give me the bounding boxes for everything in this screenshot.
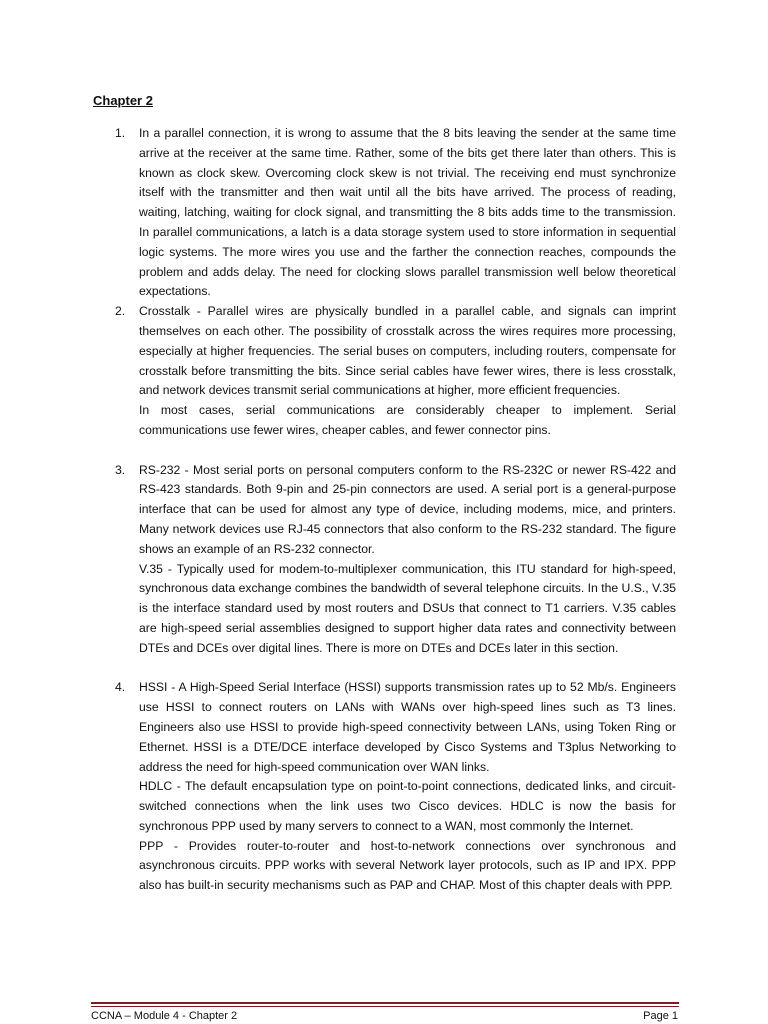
list-item — [115, 678, 676, 896]
chapter-heading: Chapter 2 — [93, 93, 153, 108]
item-paragraph: PPP - Provides router-to-router and host-to-network connections over synchronous and asynchronous circuits. PPP works with several Network layer protocols, such as IP and IPX. PPP also has built-in security mechanisms such as PAP and CHAP. Most of this chapter deals with PPP. — [139, 838, 676, 893]
item-paragraph: Crosstalk - Parallel wires are physically bundled in a parallel cable, and signals can imprint themselves on each other. The possibility of crosstalk across the wires requires more processing, especially at higher frequencies. The serial buses on computers, including routers, compensate for crosstalk before transmitting the bits. Since serial cables have fewer wires, there is less crosstalk, and network devices transmit serial communications at higher, more efficient frequencies. — [139, 304, 676, 398]
footer-rule — [91, 1002, 679, 1004]
item-paragraph: In most cases, serial communications are considerably cheaper to implement. Serial communications use fewer wires, cheaper cables, and fewer connector pins. — [139, 403, 676, 437]
item-paragraph: HSSI - A High-Speed Serial Interface (HSSI) supports transmission rates up to 52 Mb/s. Engineers use HSSI to connect routers on LANs with WANs over high-speed lines such as T3 lines. Engineers also use HSSI to provide high-speed connectivity between LANs, using Token Ring or Ethernet. HSSI is a DTE/DCE interface developed by Cisco Systems and T3plus Networking to address the need for high-speed communication over WAN links. — [139, 680, 676, 774]
spacer — [0, 441, 768, 461]
list-item — [115, 302, 676, 441]
numbered-list — [0, 124, 768, 896]
footer-rule — [91, 1006, 679, 1007]
item-paragraph: HDLC - The default encapsulation type on point-to-point connections, dedicated links, and circuit-switched connections when the link uses two Cisco devices. HDLC is now the basis for synchronous PPP used by many servers to connect to a WAN, most commonly the Internet. — [139, 779, 676, 833]
list-item — [115, 124, 676, 302]
spacer — [0, 659, 768, 679]
item-number: 3. — [115, 462, 126, 477]
item-paragraph: In a parallel connection, it is wrong to assume that the 8 bits leaving the sender at the same time arrive at the receiver at the same time. Rather, some of the bits get there later than others. This is known as clock skew. Overcoming clock skew is not trivial. The receiving end must synchronize itself with the transmitter and then wait until all the bits have arrived. The process of reading, waiting, latching, waiting for clock signal, and transmitting the 8 bits adds time to the transmission. In parallel communications, a latch is a data storage system used to store information in sequential logic systems. The more wires you use and the farther the connection reaches, compounds the problem and adds delay. The need for clocking slows parallel transmission well below theoretical expectations. — [139, 126, 676, 299]
list-item — [115, 461, 676, 659]
item-number: 4. — [115, 680, 126, 695]
item-number: 1. — [115, 126, 126, 140]
item-number: 2. — [115, 304, 126, 319]
page-number: Page 1 — [643, 1010, 678, 1022]
item-paragraph: RS-232 - Most serial ports on personal computers conform to the RS-232C or newer RS-422 and RS-423 standards. Both 9-pin and 25-pin connectors are used. A serial port is a general-purpose interface that can be used for almost any type of device, including modems, mice, and printers. Many network devices use RJ-45 connectors that also conform to the RS-232 standard. The figure shows an example of an RS-232 connector. — [139, 462, 676, 556]
item-paragraph: V.35 - Typically used for modem-to-multiplexer communication, this ITU standard for high-speed, synchronous data exchange combines the bandwidth of several telephone circuits. In the U.S., V.35 is the interface standard used by most routers and DSUs that connect to T1 carriers. V.35 cables are high-speed serial assemblies designed to support higher data rates and connectivity between DTEs and DCEs over digital lines. There is more on DTEs and DCEs later in this section. — [139, 561, 676, 655]
footer-title: CCNA – Module 4 - Chapter 2 — [91, 1010, 238, 1022]
